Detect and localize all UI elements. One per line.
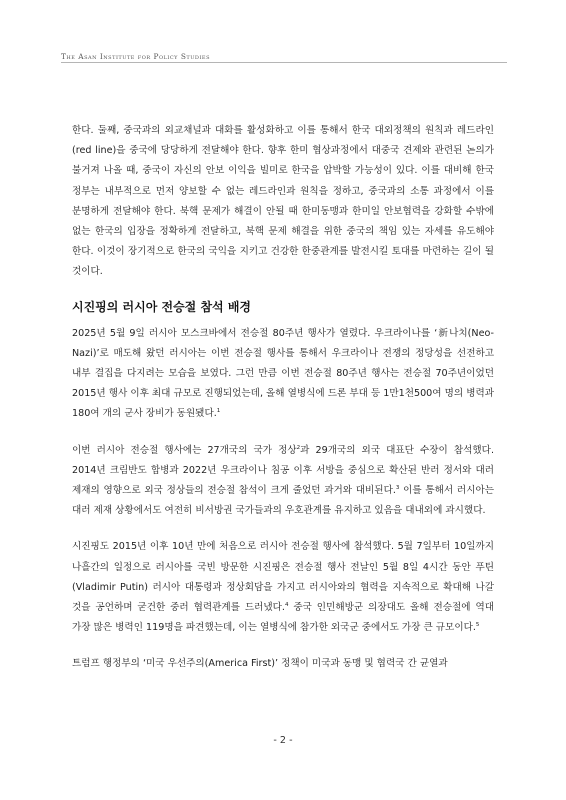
section-paragraph-3 (72, 537, 494, 638)
paragraph-text: 2025년 5월 9일 러시아 모스크바에서 전승절 80주년 행사가 열렸다. 우크라이나를 ‘新나치(Neo-Nazi)’로 매도해 왔던 러시아는 이번 전승절 행사를 통해서 우크라이나 전쟁의 정당성을 선전하고 내부 결집을 다지려는 모습을 보였다. 그런 만큼 이번 전승절 80주년 행사는 전승절 70주년이었던 2015년 행사 이후 최대 규모로 진행되었는데, 올해 열병식에 드론 부대 등 1만1천500여 명의 병력과 180여 개의 군사 장비가 동원됐다. (72, 327, 494, 420)
footnote-ref-1[interactable]: 1 (216, 408, 221, 415)
running-header: The Asan Institute for Policy Studies (61, 52, 210, 61)
section-paragraph-2 (72, 441, 494, 522)
paragraph-text: 이를 통해서 러시아는 대러 제재 상황에서도 여전히 비서방권 국가들과의 우호관계를 유지하고 있음을 대내외에 과시했다. (72, 485, 494, 517)
section-paragraph-1 (72, 324, 494, 425)
page-body (72, 121, 494, 691)
footnote-ref-2[interactable]: 2 (296, 444, 301, 451)
section-heading: 시진핑의 러시아 전승절 참석 배경 (72, 299, 252, 314)
header-rule (61, 62, 507, 63)
paragraph-text: 과 29개국의 외국 대표단 수장이 참석했다. 2014년 크림반도 합병과 2022년 우크라이나 침공 이후 서방을 중심으로 확산된 반러 정서와 대러 제재의 영향으로 외국 정상들의 전승절 참석이 크게 줄었던 과거와 대비된다. (72, 444, 494, 497)
footnote-ref-3[interactable]: 3 (395, 484, 400, 491)
section-paragraph-4: 트럼프 행정부의 ‘미국 우선주의(America First)’ 정책이 미국과 동맹 및 협력국 간 균열과 (72, 658, 448, 670)
paragraph-text: 시진핑도 2015년 이후 10년 만에 처음으로 러시아 전승절 행사에 참석했다. 5월 7일부터 10일까지 나흘간의 일정으로 러시아를 국빈 방문한 시진핑은 전승절 행사 전날인 5월 8일 4시간 동안 푸틴(Vladimir Putin) 러시아 대통령과 정상회담을 가지고 러시아와의 협력을 지속적으로 확대해 나갈 것을 공언하며 굳건한 중러 협력관계를 드러냈다. (72, 541, 494, 614)
footnote-ref-5[interactable]: 5 (475, 622, 480, 629)
intro-paragraph: 한다. 둘째, 중국과의 외교채널과 대화를 활성화하고 이를 통해서 한국 대외정책의 원칙과 레드라인(red line)을 중국에 당당하게 전달해야 한다. 향후 한미 협상과정에서 대중국 견제와 관련된 논의가 불거져 나올 때, 중국이 자신의 안보 이익을 빌미로 한국을 압박할 가능성이 있다. 이를 대비해 한국 정부는 내부적으로 먼저 양보할 수 없는 레드라인과 원칙을 정하고, 중국과의 소통 과정에서 이를 분명하게 전달해야 한다. 북핵 문제가 해결이 안될 때 한미동맹과 한미일 안보협력을 강화할 수밖에 없는 한국의 입장을 정확하게 전달하고, 북핵 문제 해결을 위한 중국의 책임 있는 자세를 유도해야 한다. 이것이 장기적으로 한국의 국익을 지키고 건강한 한중관계를 발전시킬 토대를 마련하는 길이 될 것이다. (72, 125, 494, 278)
paragraph-text: 중국 인민해방군 의장대도 올해 전승절에 역대 가장 많은 병력인 119명을 파견했는데, 이는 열병식에 참가한 외국군 중에서도 가장 큰 규모이다. (72, 602, 494, 634)
page-number: - 2 - (273, 735, 293, 746)
paragraph-text: 이번 러시아 전승절 행사에는 27개국의 국가 정상 (72, 444, 297, 456)
footnote-ref-4[interactable]: 4 (284, 601, 289, 608)
